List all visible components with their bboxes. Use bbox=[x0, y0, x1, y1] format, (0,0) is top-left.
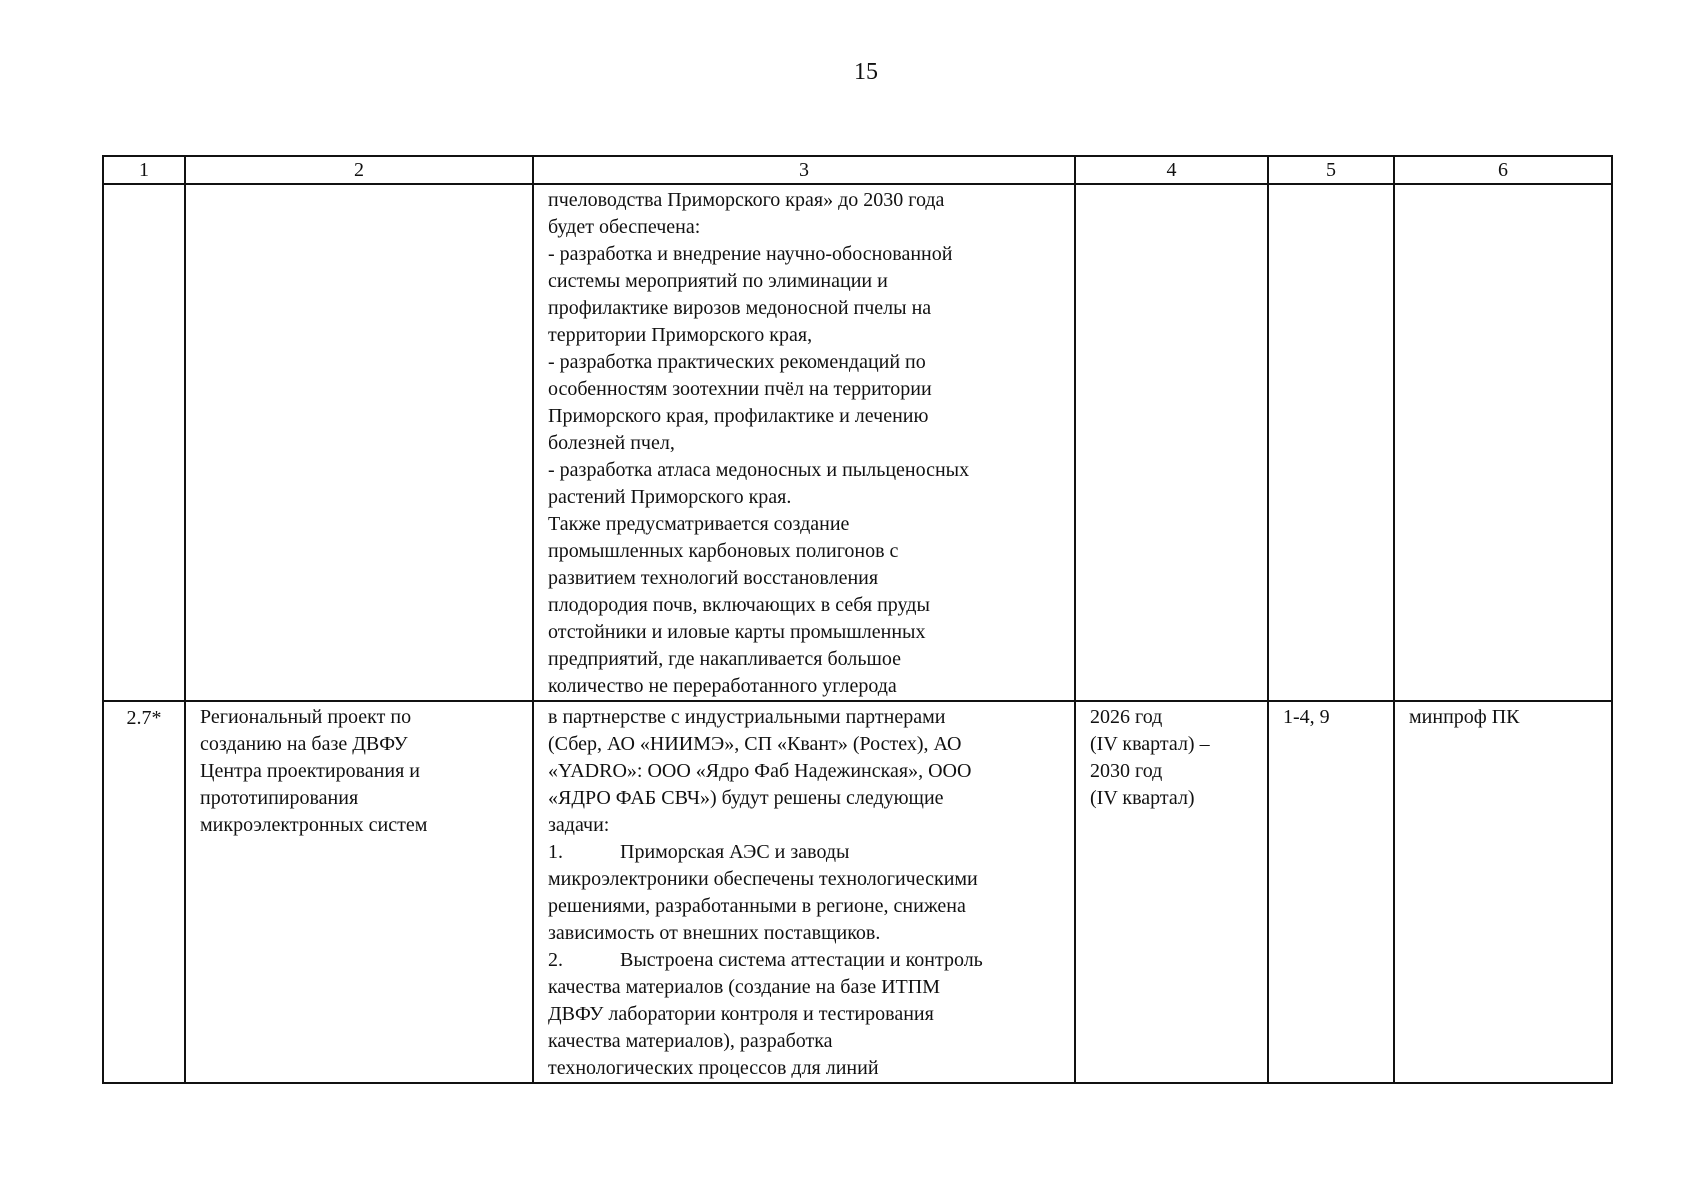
text-line: в партнерстве с индустриальными партнерами bbox=[548, 706, 946, 728]
list-item-1 bbox=[548, 839, 1060, 866]
header-col-6: 6 bbox=[1394, 156, 1612, 184]
page-number: 15 bbox=[854, 59, 878, 85]
cell-responsible-empty bbox=[1394, 184, 1612, 701]
text-line: Также предусматривается создание bbox=[548, 513, 850, 535]
text-line: качества материалов (создание на базе ИТПМ bbox=[548, 976, 940, 998]
text-line: территории Приморского края, bbox=[548, 324, 813, 346]
header-row bbox=[103, 156, 1612, 184]
text-line: «ЯДРО ФАБ СВЧ») будут решены следующие bbox=[548, 787, 944, 809]
list-item-2 bbox=[548, 947, 1060, 974]
text-line: - разработка практических рекомендаций по bbox=[548, 351, 926, 373]
text-line: «YADRO»: ООО «Ядро Фаб Надежинская», ООО bbox=[548, 760, 972, 782]
header-col-1: 1 bbox=[103, 156, 185, 184]
text-line: количество не переработанного углерода bbox=[548, 675, 897, 697]
table-row-continuation bbox=[103, 184, 1612, 701]
text-line: 2026 год bbox=[1090, 706, 1163, 728]
text-line: - разработка и внедрение научно-обоснованной bbox=[548, 243, 953, 265]
text-line: болезней пчел, bbox=[548, 432, 675, 454]
text-line: предприятий, где накапливается большое bbox=[548, 648, 902, 670]
text-line: задачи: bbox=[548, 814, 610, 836]
text-line: прототипирования bbox=[200, 787, 359, 809]
text-line: промышленных карбоновых полигонов с bbox=[548, 540, 899, 562]
text-line: отстойники и иловые карты промышленных bbox=[548, 621, 926, 643]
cell-project-description bbox=[533, 701, 1075, 1083]
list-item-number: 2. bbox=[548, 949, 563, 971]
text-line: - разработка атласа медоносных и пыльценосных bbox=[548, 459, 970, 481]
cell-period-empty bbox=[1075, 184, 1268, 701]
text-line: технологических процессов для линий bbox=[548, 1057, 879, 1079]
text-line: развитием технологий восстановления bbox=[548, 567, 879, 589]
cell-project-title bbox=[185, 701, 533, 1083]
text-line: микроэлектроники обеспечены технологическими bbox=[548, 868, 978, 890]
text-line: (Сбер, АО «НИИМЭ», СП «Квант» (Ростех), АО bbox=[548, 733, 962, 755]
text-line: Приморского края, профилактике и лечению bbox=[548, 405, 929, 427]
text-line: Региональный проект по bbox=[200, 706, 412, 728]
text-line: особенностям зоотехнии пчёл на территории bbox=[548, 378, 932, 400]
text-line: 2030 год bbox=[1090, 760, 1163, 782]
measures-table bbox=[102, 155, 1613, 1084]
text-line: пчеловодства Приморского края» до 2030 года bbox=[548, 189, 945, 211]
text-line: плодородия почв, включающих в себя пруды bbox=[548, 594, 930, 616]
list-item-text: Приморская АЭС и заводы bbox=[620, 841, 850, 863]
text-line: созданию на базе ДВФУ bbox=[200, 733, 408, 755]
text-line: качества материалов), разработка bbox=[548, 1030, 833, 1052]
list-item-number: 1. bbox=[548, 841, 563, 863]
text-line: системы мероприятий по элиминации и bbox=[548, 270, 888, 292]
list-item-text: Выстроена система аттестации и контроль bbox=[620, 949, 983, 971]
header-col-4: 4 bbox=[1075, 156, 1268, 184]
header-col-2: 2 bbox=[185, 156, 533, 184]
cell-description-continuation bbox=[533, 184, 1075, 701]
cell-indicators-empty bbox=[1268, 184, 1394, 701]
text-line: решениями, разработанными в регионе, снижена bbox=[548, 895, 966, 917]
cell-responsible: минпроф ПК bbox=[1394, 701, 1612, 1083]
cell-row-number: 2.7* bbox=[103, 701, 185, 1083]
text-line: будет обеспечена: bbox=[548, 216, 701, 238]
text-line: Центра проектирования и bbox=[200, 760, 420, 782]
cell-number-empty bbox=[103, 184, 185, 701]
text-line: микроэлектронных систем bbox=[200, 814, 428, 836]
header-col-5: 5 bbox=[1268, 156, 1394, 184]
cell-indicators: 1-4, 9 bbox=[1268, 701, 1394, 1083]
text-line: (IV квартал) – bbox=[1090, 733, 1210, 755]
cell-title-empty bbox=[185, 184, 533, 701]
table-row-2-7 bbox=[103, 701, 1612, 1083]
text-line: растений Приморского края. bbox=[548, 486, 792, 508]
text-line: профилактике вирозов медоносной пчелы на bbox=[548, 297, 932, 319]
text-line: ДВФУ лаборатории контроля и тестирования bbox=[548, 1003, 934, 1025]
text-line: (IV квартал) bbox=[1090, 787, 1195, 809]
text-line: зависимость от внешних поставщиков. bbox=[548, 922, 881, 944]
cell-period bbox=[1075, 701, 1268, 1083]
header-col-3: 3 bbox=[533, 156, 1075, 184]
